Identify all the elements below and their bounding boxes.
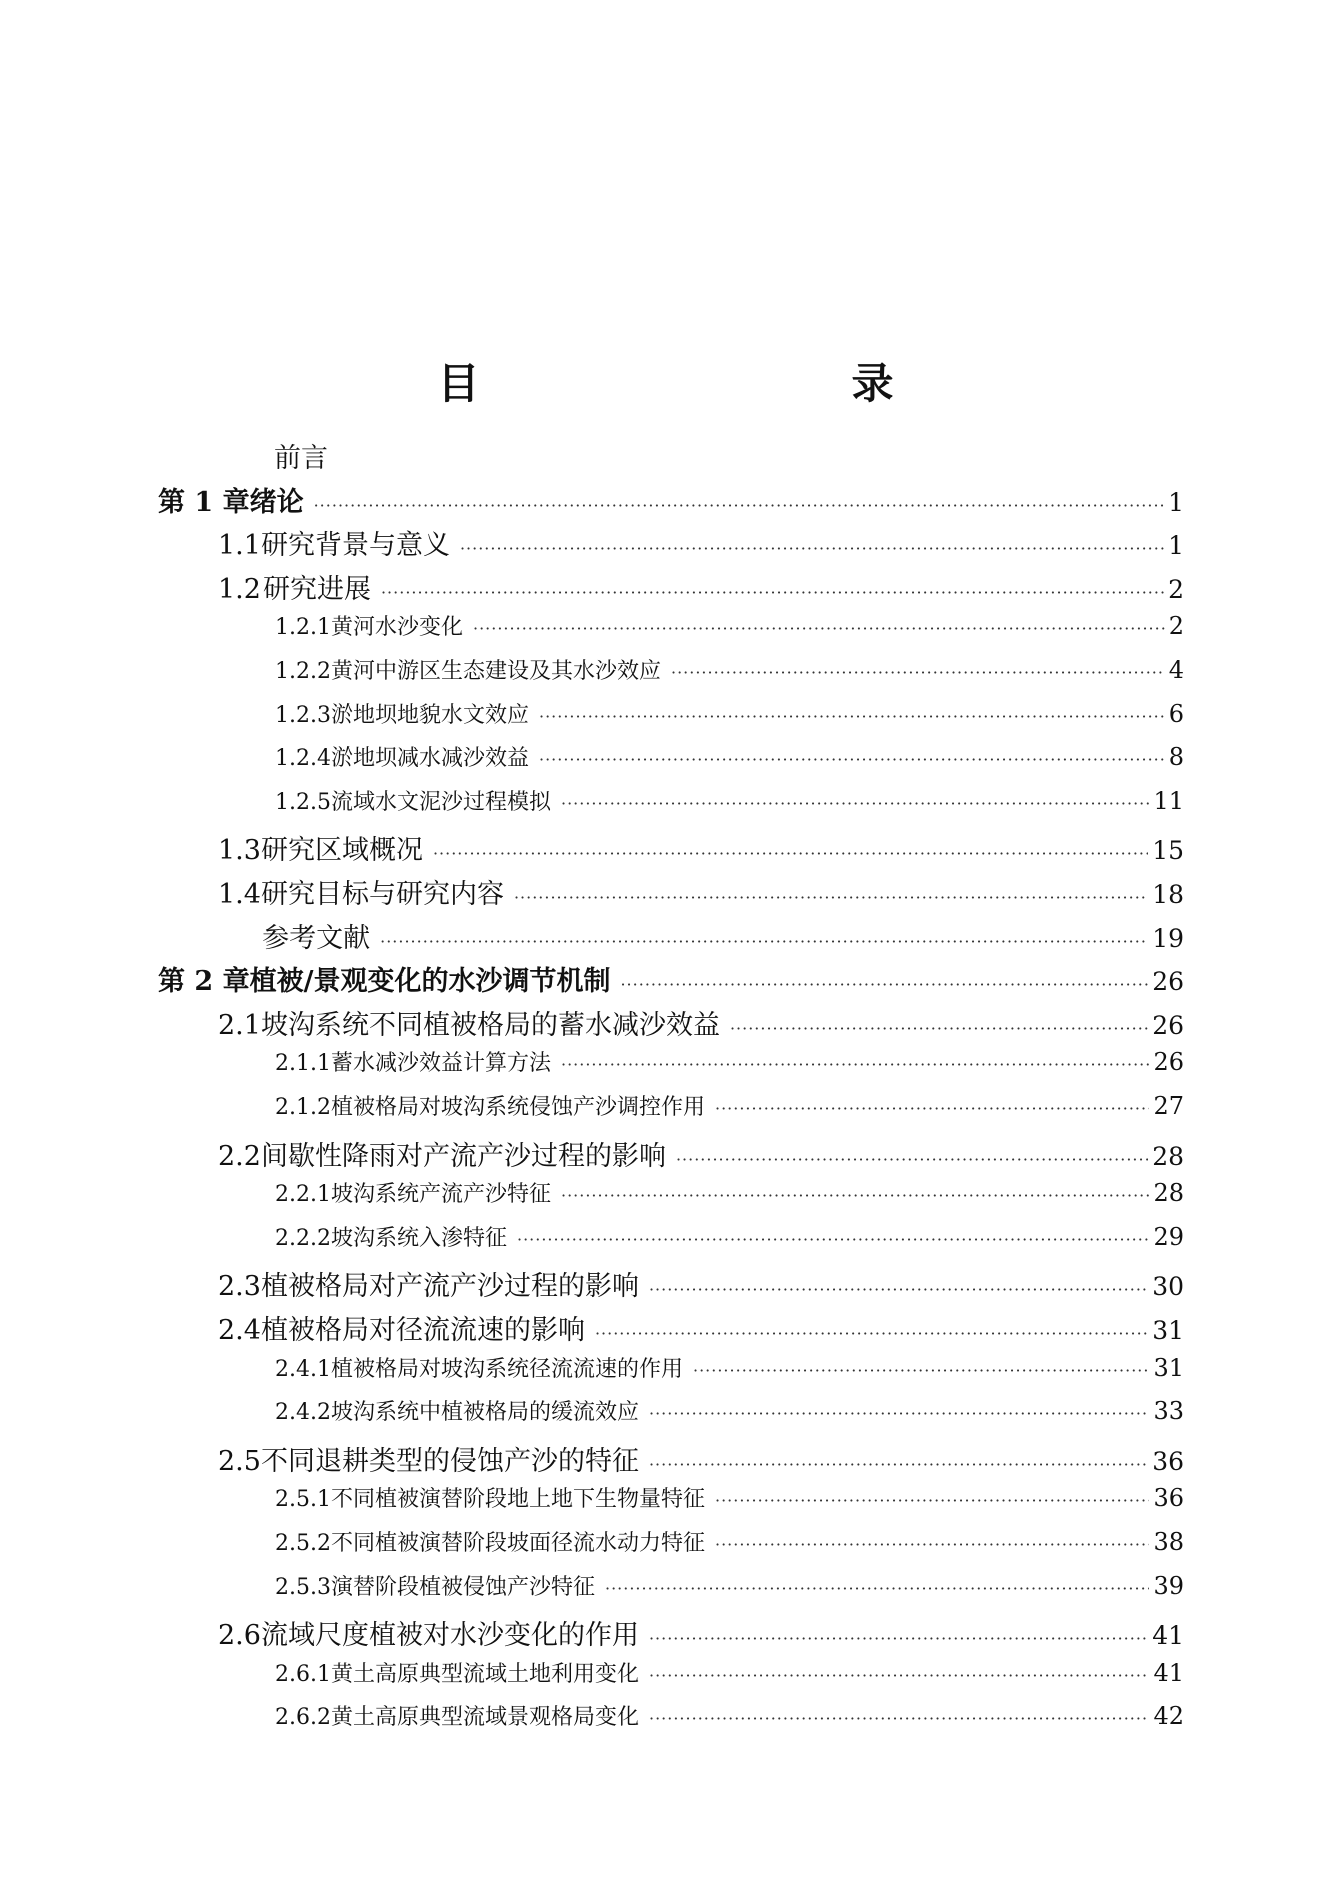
toc-entry	[218, 1003, 1184, 1042]
toc-dot-leader	[649, 1666, 1149, 1685]
toc-entry-number: 第 2 章	[158, 966, 250, 998]
toc-entry	[218, 1134, 1184, 1173]
toc-dot-leader	[473, 619, 1165, 638]
toc-entry-number: 2.1.2	[275, 1095, 331, 1120]
toc-dot-leader	[381, 583, 1164, 602]
toc-entry-number: 1.2.1	[275, 615, 331, 641]
toc-entry-page: 31	[1153, 1353, 1184, 1382]
toc-entry	[218, 916, 1184, 955]
toc-dot-leader	[715, 1535, 1149, 1554]
toc-entry-number: 2.1	[218, 1009, 261, 1041]
toc-entry-page: 6	[1168, 699, 1184, 728]
toc-entry-page: 26	[1152, 967, 1184, 997]
toc-entry-number: 1.2.3	[275, 702, 331, 728]
toc-entry	[275, 1221, 1184, 1252]
toc-entry-label: 坡沟系统中植被格局的缓流效应	[330, 1400, 639, 1426]
toc-entry-page: 2	[1168, 574, 1184, 604]
toc-entry-page: 4	[1168, 656, 1184, 684]
toc-entry	[218, 523, 1184, 562]
toc-entry-page: 26	[1153, 1048, 1184, 1077]
toc-entry-number: 2.5.3	[275, 1574, 331, 1600]
toc-entry	[275, 698, 1184, 729]
toc-entry-page: 1	[1168, 531, 1184, 561]
toc-dot-leader	[561, 794, 1149, 813]
toc-entry-label: 坡沟系统不同植被格局的蓄水减沙效益	[260, 1009, 720, 1041]
toc-entry-page: 28	[1153, 1179, 1184, 1208]
toc-entry-label: 流域水文泥沙过程模拟	[330, 789, 551, 815]
toc-entry-number: 1.4	[218, 879, 261, 910]
toc-entry-number: 1.1	[218, 530, 261, 562]
toc-entry	[275, 1090, 1184, 1121]
toc-entry-label: 不同植被演替阶段地上地下生物量特征	[330, 1487, 705, 1513]
toc-entry-label: 研究区域概况	[260, 835, 423, 867]
toc-entry-label: 黄土高原典型流域土地利用变化	[330, 1661, 639, 1687]
toc-entry-page: 41	[1153, 1658, 1184, 1687]
toc-entry-number: 1.2.4	[275, 746, 331, 772]
toc-entry-page: 31	[1152, 1316, 1184, 1345]
toc-entry	[158, 480, 1184, 519]
toc-entry	[275, 1395, 1184, 1426]
toc-entry	[218, 1308, 1184, 1347]
toc-entry-page: 2	[1168, 612, 1184, 641]
toc-dot-leader	[649, 1709, 1149, 1728]
toc-entry-number: 2.3	[218, 1271, 261, 1303]
toc-entry-label: 演替阶段植被侵蚀产沙特征	[330, 1574, 595, 1600]
toc-entry-number: 2.6	[218, 1620, 261, 1652]
toc-dot-leader	[649, 1404, 1149, 1423]
toc-entry-number: 1.2.5	[275, 789, 331, 815]
toc-entry	[275, 1570, 1184, 1601]
toc-entry	[158, 436, 1184, 475]
toc-entry-number: 1.3	[218, 835, 261, 867]
toc-dot-leader	[314, 496, 1165, 515]
toc-entry-label: 流域尺度植被对水沙变化的作用	[260, 1620, 639, 1652]
toc-entry-page: 42	[1153, 1702, 1184, 1731]
toc-entry-page: 36	[1152, 1446, 1184, 1476]
toc-entry-page: 39	[1153, 1571, 1184, 1600]
toc-entry	[275, 741, 1184, 772]
toc-entry-label: 坡沟系统产流产沙特征	[330, 1182, 551, 1208]
toc-entry-number: 2.2.2	[275, 1225, 331, 1251]
toc-entry	[275, 1482, 1184, 1513]
toc-dot-leader	[649, 1455, 1148, 1474]
toc-entry	[275, 785, 1184, 816]
toc-entry-label: 黄河水沙变化	[330, 615, 463, 641]
toc-entry-number: 第 1 章	[158, 486, 250, 518]
toc-entry	[275, 1657, 1184, 1688]
toc-entry-page: 41	[1152, 1621, 1184, 1651]
toc-entry	[218, 1439, 1184, 1478]
toc-entry-number: 2.5.1	[275, 1487, 331, 1513]
toc-dot-leader	[517, 1230, 1149, 1249]
toc-dot-leader	[649, 1280, 1148, 1299]
toc-entry-label: 不同植被演替阶段坡面径流水动力特征	[330, 1531, 705, 1556]
toc-entry-label: 间歇性降雨对产流产沙过程的影响	[260, 1140, 666, 1172]
toc-dot-leader	[620, 975, 1148, 994]
toc-entry-number: 2.5	[218, 1445, 261, 1477]
toc-entry	[218, 1613, 1184, 1652]
toc-entry-label: 植被/景观变化的水沙调节机制	[249, 966, 611, 998]
toc-entry-page: 33	[1153, 1397, 1184, 1426]
toc-dot-leader	[460, 539, 1164, 558]
toc-dot-leader	[730, 1019, 1148, 1038]
toc-entry-label: 研究进展	[262, 573, 371, 605]
page-title: 目 录	[437, 359, 990, 409]
toc-entry-label: 植被格局对径流流速的影响	[260, 1315, 585, 1346]
toc-dot-leader	[539, 707, 1165, 726]
toc-entry	[218, 872, 1184, 911]
toc-entry	[275, 1046, 1184, 1077]
toc-entry-number: 2.4.2	[275, 1400, 331, 1426]
toc-entry-page: 1	[1168, 487, 1184, 517]
toc-entry	[158, 959, 1184, 998]
toc-entry-label: 淤地坝地貌水文效应	[330, 702, 529, 728]
toc-entry-label: 植被格局对坡沟系统径流流速的作用	[330, 1356, 683, 1382]
toc-entry-page: 18	[1152, 880, 1184, 909]
toc-entry	[218, 828, 1184, 867]
toc-entry-page: 38	[1153, 1528, 1184, 1556]
toc-entry-number: 2.2	[218, 1140, 261, 1172]
toc-entry-number: 2.4	[218, 1315, 261, 1346]
toc-entry	[275, 654, 1184, 685]
toc-dot-leader	[514, 888, 1148, 907]
toc-entry-label: 坡沟系统入渗特征	[330, 1225, 507, 1251]
toc-dot-leader	[676, 1150, 1148, 1169]
toc-entry-number: 2.6.1	[275, 1661, 331, 1687]
toc-entry-label: 淤地坝减水减沙效益	[330, 746, 529, 772]
toc-entry-label: 不同退耕类型的侵蚀产沙的特征	[260, 1445, 639, 1477]
toc-entry-page: 30	[1152, 1272, 1184, 1302]
toc-entry	[275, 610, 1184, 641]
toc-entry-page: 8	[1168, 743, 1184, 772]
toc-entry-page: 19	[1152, 923, 1184, 953]
toc-entry-page: 28	[1152, 1141, 1184, 1171]
toc-dot-leader	[380, 932, 1148, 951]
toc-entry-label: 黄河中游区生态建设及其水沙效应	[330, 659, 661, 684]
toc-entry-number: 2.6.2	[275, 1705, 331, 1731]
toc-entry	[218, 567, 1184, 606]
toc-entry-number: 2.1.1	[275, 1051, 331, 1077]
toc-dot-leader	[671, 663, 1165, 682]
toc-dot-leader	[595, 1324, 1148, 1343]
toc-dot-leader	[605, 1579, 1149, 1598]
toc-entry-label: 黄土高原典型流域景观格局变化	[330, 1705, 639, 1731]
toc-entry-number: 2.5.2	[275, 1531, 331, 1556]
toc-entry	[275, 1526, 1184, 1557]
toc-dot-leader	[649, 1629, 1148, 1648]
toc-entry-number: 2.2.1	[275, 1182, 331, 1208]
toc-dot-leader	[539, 750, 1165, 769]
toc-entry-number: 1.2.2	[275, 659, 331, 684]
toc-entry-number: 1.2	[218, 573, 261, 605]
toc-entry	[275, 1352, 1184, 1383]
toc-entry-label: 植被格局对产流产沙过程的影响	[260, 1271, 639, 1303]
toc-dot-leader	[561, 1186, 1149, 1205]
toc-entry-label: 研究目标与研究内容	[260, 879, 504, 910]
toc-dot-leader	[715, 1491, 1149, 1510]
toc-entry-number: 2.4.1	[275, 1356, 331, 1382]
toc-entry-page: 27	[1153, 1092, 1184, 1120]
toc-entry-page: 11	[1153, 786, 1184, 815]
toc-dot-leader	[715, 1099, 1149, 1118]
toc-entry	[275, 1700, 1184, 1731]
toc-dot-leader	[433, 844, 1148, 863]
toc-dot-leader	[693, 1361, 1149, 1380]
toc-entry-label: 研究背景与意义	[260, 530, 450, 562]
toc-entry-page: 29	[1153, 1222, 1184, 1251]
toc-entry	[218, 1264, 1184, 1303]
toc-dot-leader	[561, 1055, 1149, 1074]
toc-entry-page: 15	[1152, 836, 1184, 866]
toc-entry-page: 36	[1153, 1484, 1184, 1513]
toc-entry-label: 植被格局对坡沟系统侵蚀产沙调控作用	[330, 1095, 705, 1120]
toc-entry-page: 26	[1152, 1010, 1184, 1040]
toc-entry-label: 前言	[274, 443, 328, 474]
toc-entry-label: 绪论	[249, 486, 304, 518]
toc-entry-label: 参考文献	[262, 922, 371, 954]
toc-entry-label: 蓄水减沙效益计算方法	[330, 1051, 551, 1077]
toc-entry	[275, 1177, 1184, 1208]
